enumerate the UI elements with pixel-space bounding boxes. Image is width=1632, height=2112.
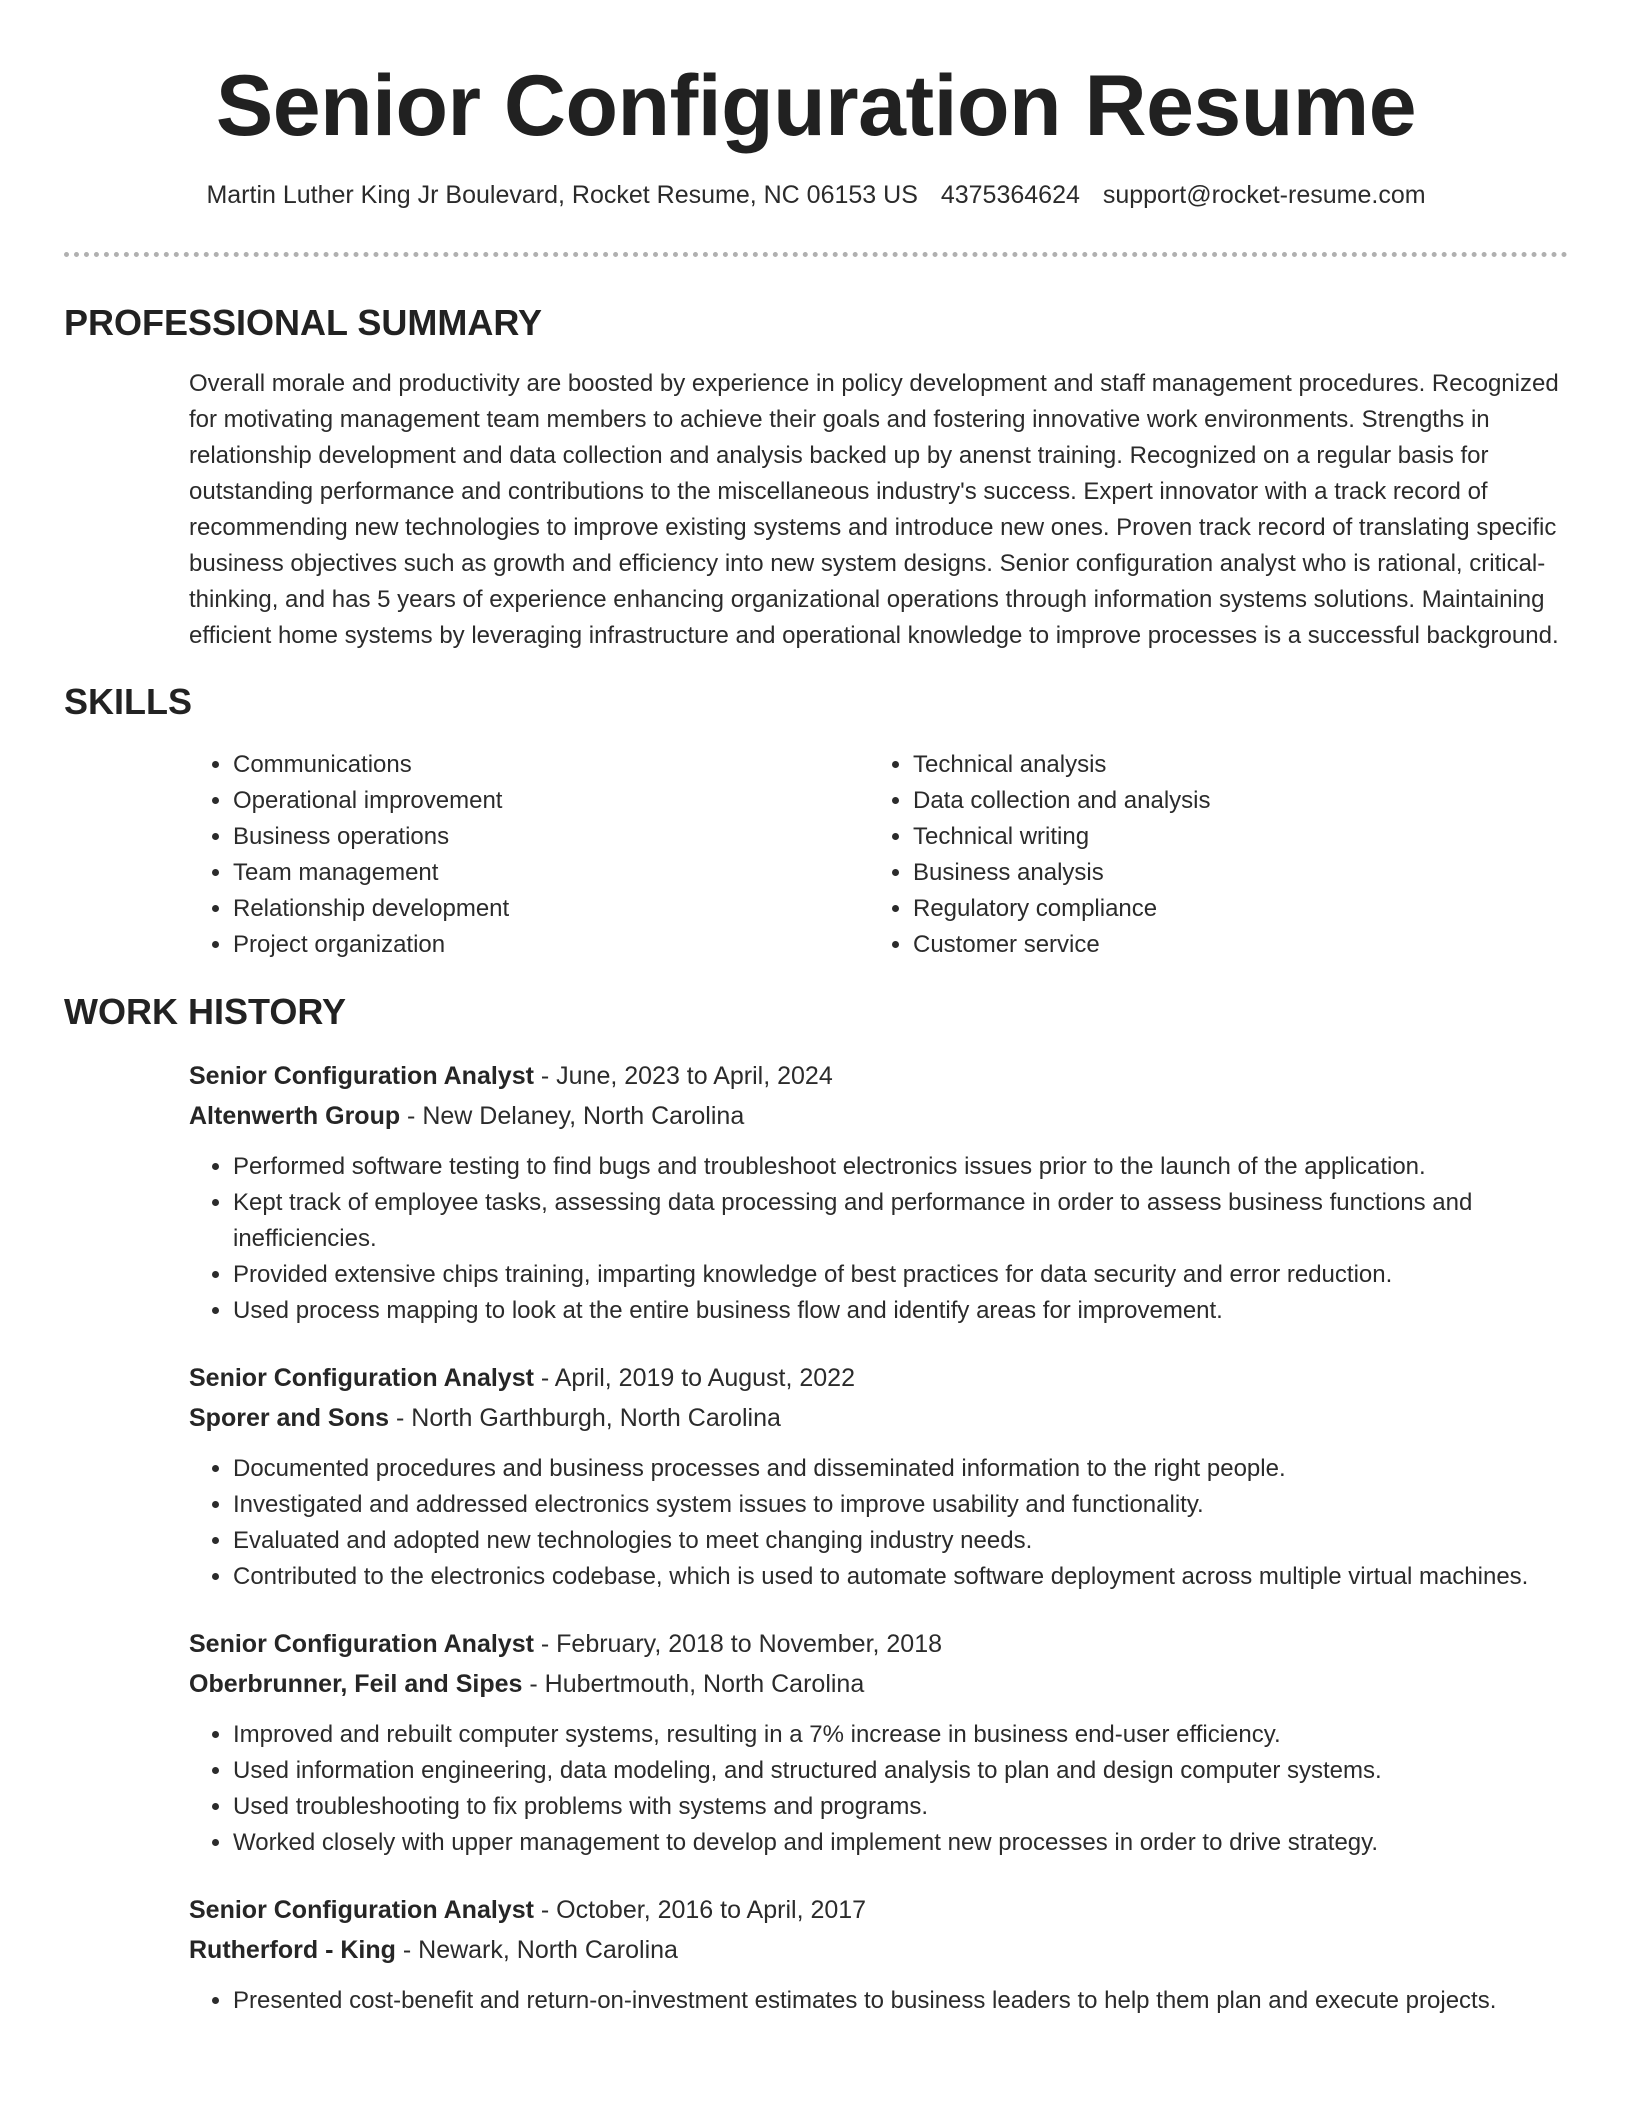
job-bullet: • Used troubleshooting to fix problems with systems and programs. bbox=[233, 1789, 1568, 1825]
skill-item: • Communications bbox=[233, 747, 869, 783]
job-bullet: • Used process mapping to look at the entire business flow and identify areas for improvement. bbox=[233, 1293, 1568, 1329]
header-divider bbox=[64, 252, 1568, 257]
skill-item: • Technical analysis bbox=[913, 747, 1543, 783]
job-title: Senior Configuration Analyst bbox=[189, 1364, 534, 1392]
skills-heading: SKILLS bbox=[64, 681, 193, 722]
job-bullet: • Used information engineering, data modeling, and structured analysis to plan and design computer systems. bbox=[233, 1753, 1568, 1789]
job-bullets bbox=[189, 1983, 1568, 2019]
contact-email: support@rocket-resume.com bbox=[1102, 181, 1426, 209]
job-bullet: • Documented procedures and business processes and disseminated information to the right people. bbox=[233, 1451, 1568, 1487]
skills-column-left bbox=[189, 747, 869, 963]
job-bullet: • Presented cost-benefit and return-on-investment estimates to business leaders to help them plan and execute projects. bbox=[233, 1983, 1568, 2019]
job-title: Senior Configuration Analyst bbox=[189, 1896, 534, 1924]
job-entry bbox=[189, 1061, 1568, 1329]
skills-column-right bbox=[869, 747, 1543, 963]
work-history-heading: WORK HISTORY bbox=[64, 991, 347, 1032]
skill-item: • Operational improvement bbox=[233, 783, 869, 819]
job-bullet: • Investigated and addressed electronics system issues to improve usability and functionality. bbox=[233, 1487, 1568, 1523]
job-bullets bbox=[189, 1149, 1568, 1329]
summary-heading: PROFESSIONAL SUMMARY bbox=[64, 302, 543, 343]
job-bullet: • Provided extensive chips training, imparting knowledge of best practices for data security and error reduction. bbox=[233, 1257, 1568, 1293]
job-title: Senior Configuration Analyst bbox=[189, 1062, 534, 1090]
job-title: Senior Configuration Analyst bbox=[189, 1630, 534, 1658]
skill-item: • Customer service bbox=[913, 927, 1543, 963]
skill-item: • Business analysis bbox=[913, 855, 1543, 891]
skill-item: • Data collection and analysis bbox=[913, 783, 1543, 819]
skill-item: • Project organization bbox=[233, 927, 869, 963]
job-entry bbox=[189, 1895, 1568, 2019]
job-bullet: • Improved and rebuilt computer systems, resulting in a 7% increase in business end-user efficiency. bbox=[233, 1717, 1568, 1753]
job-company: Oberbrunner, Feil and Sipes bbox=[189, 1670, 523, 1698]
contact-phone: 4375364624 bbox=[940, 181, 1080, 209]
job-dates: - June, 2023 to April, 2024 bbox=[533, 1062, 833, 1090]
job-company: Altenwerth Group bbox=[189, 1102, 401, 1130]
job-entry bbox=[189, 1629, 1568, 1861]
skill-item: • Relationship development bbox=[233, 891, 869, 927]
summary-text: Overall morale and productivity are boosted by experience in policy development and staff management procedures. Recognized for motivating management team members to achieve their goals and fostering innovative work environments. Strengths in relationship development and data collection and analysis backed up by anenst training. Recognized on a regular basis for outstanding performance and contributions to the miscellaneous industry's success. Expert innovator with a track record of recommending new technologies to improve existing systems and introduce new ones. Proven track record of translating specific business objectives such as growth and efficiency into new system designs. Senior configuration analyst who is rational, critical-thinking, and has 5 years of experience enhancing organizational operations through information systems solutions. Maintaining efficient home systems by leveraging infrastructure and operational knowledge to improve processes is a successful background. bbox=[189, 370, 1559, 649]
resume-title: Senior Configuration Resume bbox=[215, 58, 1417, 154]
job-bullet: • Kept track of employee tasks, assessing data processing and performance in order to assess business functions and inefficiencies. bbox=[233, 1185, 1568, 1257]
job-entry bbox=[189, 1363, 1568, 1595]
contact-address: Martin Luther King Jr Boulevard, Rocket Resume, NC 06153 US bbox=[206, 181, 918, 209]
job-location: - New Delaney, North Carolina bbox=[400, 1102, 745, 1130]
skill-item: • Regulatory compliance bbox=[913, 891, 1543, 927]
job-bullet: • Contributed to the electronics codebase, which is used to automate software deployment across multiple virtual machines. bbox=[233, 1559, 1568, 1595]
job-location: - Hubertmouth, North Carolina bbox=[522, 1670, 865, 1698]
job-location: - Newark, North Carolina bbox=[395, 1936, 678, 1964]
job-company: Sporer and Sons bbox=[189, 1404, 390, 1432]
skills-list bbox=[189, 747, 1568, 963]
skill-item: • Technical writing bbox=[913, 819, 1543, 855]
job-bullets bbox=[189, 1451, 1568, 1595]
skill-item: • Team management bbox=[233, 855, 869, 891]
job-company: Rutherford - King bbox=[189, 1936, 396, 1964]
contact-line bbox=[64, 180, 1568, 210]
job-bullet: • Performed software testing to find bugs and troubleshoot electronics issues prior to the launch of the application. bbox=[233, 1149, 1568, 1185]
job-bullets bbox=[189, 1717, 1568, 1861]
skill-item: • Business operations bbox=[233, 819, 869, 855]
job-location: - North Garthburgh, North Carolina bbox=[389, 1404, 781, 1432]
job-bullet: • Worked closely with upper management to develop and implement new processes in order to drive strategy. bbox=[233, 1825, 1568, 1861]
resume-page bbox=[64, 0, 1568, 2019]
job-dates: - April, 2019 to August, 2022 bbox=[533, 1364, 855, 1392]
job-dates: - October, 2016 to April, 2017 bbox=[533, 1896, 867, 1924]
job-bullet: • Evaluated and adopted new technologies to meet changing industry needs. bbox=[233, 1523, 1568, 1559]
job-dates: - February, 2018 to November, 2018 bbox=[533, 1630, 943, 1658]
